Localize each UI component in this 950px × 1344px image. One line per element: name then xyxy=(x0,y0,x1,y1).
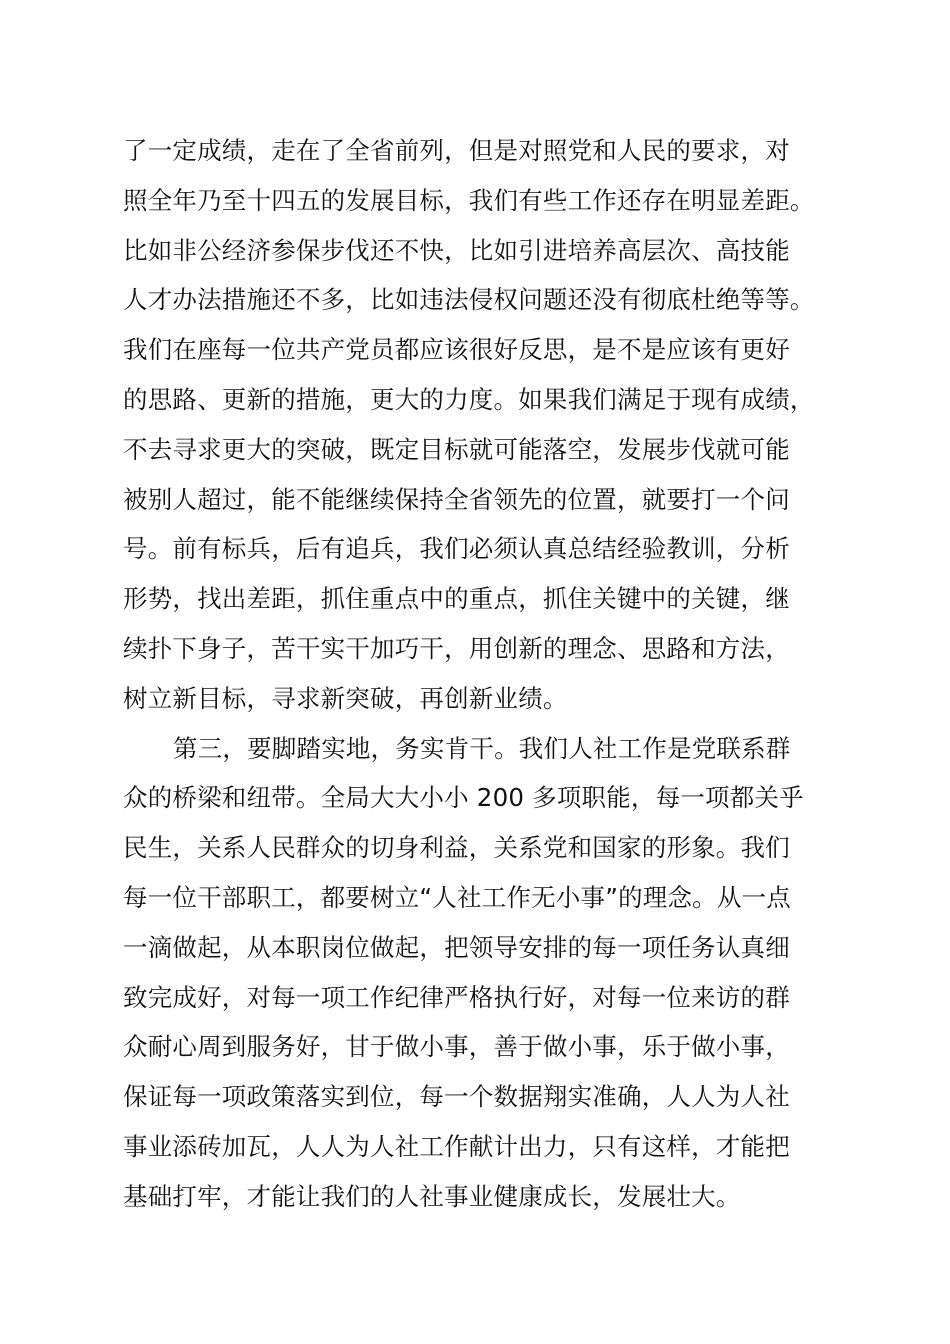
text-line: 民生，关系人民群众的切身利益，关系党和国家的形象。我们 xyxy=(123,833,790,863)
text-line: 号。前有标兵，后有追兵，我们必须认真总结经验教训，分析 xyxy=(123,534,790,564)
text-line: 比如非公经济参保步伐还不快，比如引进培养高层次、高技能 xyxy=(123,235,790,265)
text-line: 树立新目标，寻求新突破，再创新业绩。 xyxy=(123,683,568,713)
text-line: 基础打牢，才能让我们的人社事业健康成长，发展壮大。 xyxy=(123,1181,741,1211)
text-line: 被别人超过，能不能继续保持全省领先的位置，就要打一个问 xyxy=(123,484,790,514)
body-text xyxy=(123,126,863,1222)
text-line: 续扑下身子，苦干实干加巧干，用创新的理念、思路和方法， xyxy=(123,633,790,663)
paragraph-start-line: 第三，要脚踏实地，务实肯干。我们人社工作是党联系群 xyxy=(173,733,791,763)
text-line: 保证每一项政策落实到位，每一个数据翔实准确，人人为人社 xyxy=(123,1082,790,1112)
text-line: 每一位干部职工，都要树立“人社工作无小事”的理念。从一点 xyxy=(123,882,791,912)
text-line: 我们在座每一位共产党员都应该很好反思，是不是应该有更好 xyxy=(123,335,790,365)
text-line: 众的桥梁和纽带。全局大大小小 200 多项职能，每一项都关乎 xyxy=(123,783,804,813)
text-line: 照全年乃至十四五的发展目标，我们有些工作还存在明显差距。 xyxy=(123,185,815,215)
text-line: 的思路、更新的措施，更大的力度。如果我们满足于现有成绩， xyxy=(123,384,815,414)
text-line: 了一定成绩，走在了全省前列，但是对照党和人民的要求，对 xyxy=(123,136,790,165)
text-line: 人才办法措施还不多，比如违法侵权问题还没有彻底杜绝等等。 xyxy=(123,285,815,315)
text-line: 事业添砖加瓦，人人为人社工作献计出力，只有这样，才能把 xyxy=(123,1131,790,1161)
text-line: 致完成好，对每一项工作纪律严格执行好，对每一位来访的群 xyxy=(123,982,790,1012)
text-line: 不去寻求更大的突破，既定目标就可能落空，发展步伐就可能 xyxy=(123,434,790,464)
text-line: 众耐心周到服务好，甘于做小事，善于做小事，乐于做小事， xyxy=(123,1032,790,1062)
text-line: 一滴做起，从本职岗位做起，把领导安排的每一项任务认真细 xyxy=(123,932,790,962)
text-line: 形势，找出差距，抓住重点中的重点，抓住关键中的关键，继 xyxy=(123,584,790,614)
